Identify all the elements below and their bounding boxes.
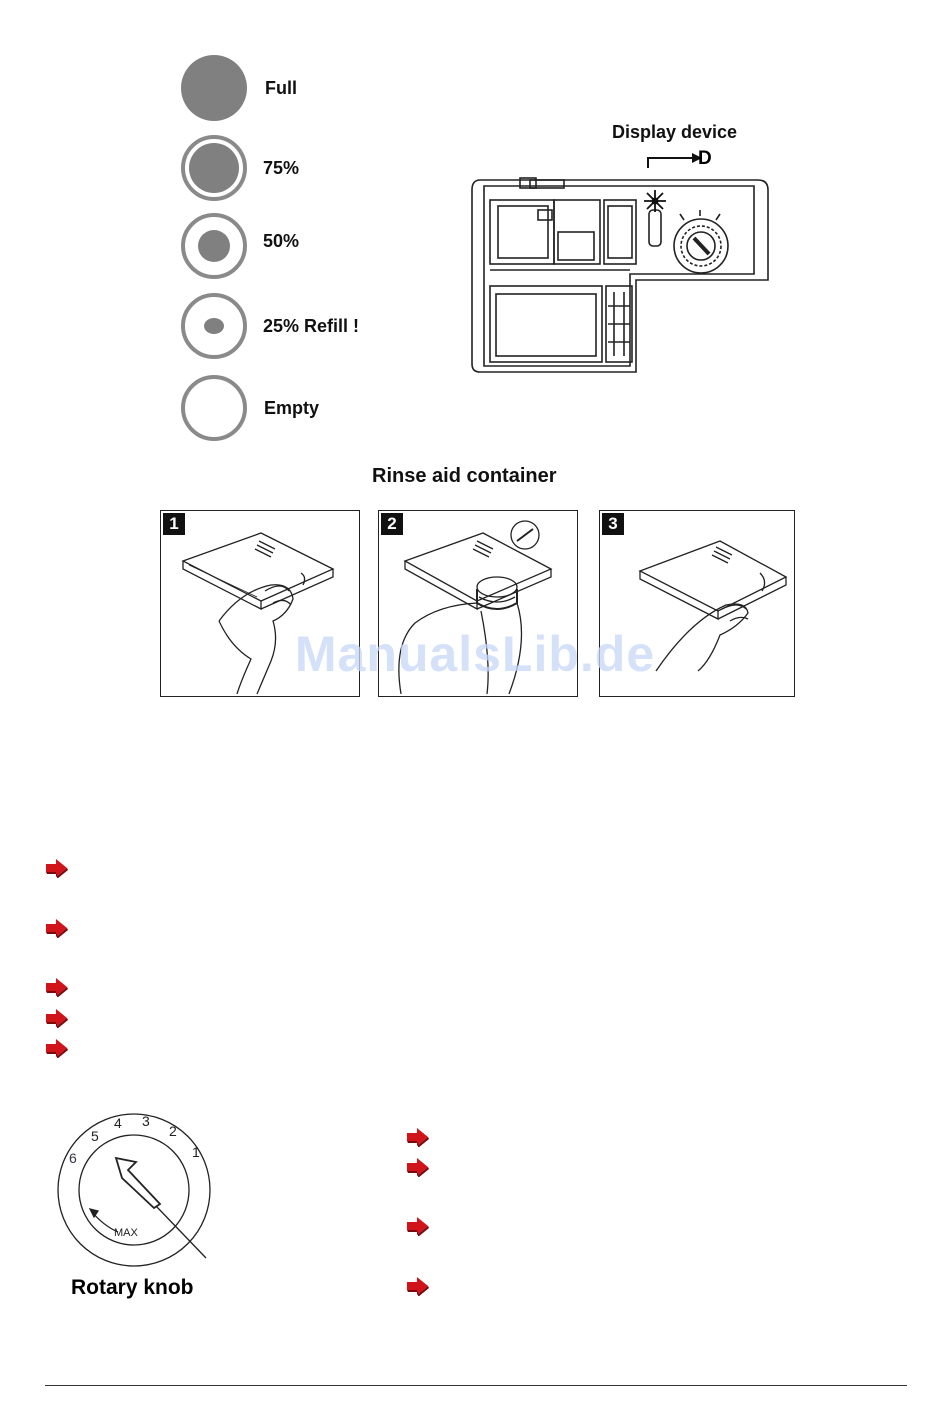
rotary-knob-label: Rotary knob bbox=[71, 1276, 194, 1299]
knob-max-label: MAX bbox=[114, 1227, 138, 1239]
rinse-aid-title: Rinse aid container bbox=[372, 465, 557, 487]
knob-number-6: 6 bbox=[69, 1150, 77, 1166]
indicator-50-icon bbox=[178, 210, 250, 282]
indicator-label-25: 25% Refill ! bbox=[263, 316, 360, 336]
knob-number-2: 2 bbox=[169, 1123, 177, 1139]
knob-number-5: 5 bbox=[91, 1128, 99, 1144]
bullet-arrow-icon bbox=[44, 1008, 68, 1028]
indicator-label-50: 50% bbox=[263, 231, 300, 251]
page-footer-rule bbox=[45, 1385, 907, 1386]
knob-number-3: 3 bbox=[142, 1113, 150, 1129]
display-device-marker: D bbox=[698, 148, 712, 169]
dispenser-drawing-icon bbox=[468, 176, 773, 376]
step-1-badge: 1 bbox=[163, 513, 185, 535]
knob-number-1: 1 bbox=[192, 1144, 200, 1160]
watermark: ManualsLib.de bbox=[294, 626, 656, 682]
step-2-badge: 2 bbox=[381, 513, 403, 535]
step-3-badge: 3 bbox=[602, 513, 624, 535]
indicator-label-empty: Empty bbox=[264, 398, 320, 418]
indicator-25-icon bbox=[178, 290, 250, 362]
indicator-label-75: 75% bbox=[263, 158, 300, 178]
bullet-arrow-icon bbox=[405, 1157, 429, 1177]
indicator-75-icon bbox=[178, 132, 250, 204]
bullet-arrow-icon bbox=[405, 1216, 429, 1236]
bullet-arrow-icon bbox=[405, 1276, 429, 1296]
rotary-knob-icon bbox=[52, 1108, 222, 1278]
bullet-arrow-icon bbox=[44, 977, 68, 997]
bullet-arrow-icon bbox=[44, 918, 68, 938]
indicator-empty-icon bbox=[178, 372, 250, 444]
knob-number-4: 4 bbox=[114, 1115, 122, 1131]
bullet-arrow-icon bbox=[44, 858, 68, 878]
display-device-title: Display device bbox=[612, 122, 738, 142]
indicator-full-icon bbox=[178, 52, 250, 124]
bullet-arrow-icon bbox=[44, 1038, 68, 1058]
indicator-label-full: Full bbox=[265, 78, 297, 98]
bullet-arrow-icon bbox=[405, 1127, 429, 1147]
